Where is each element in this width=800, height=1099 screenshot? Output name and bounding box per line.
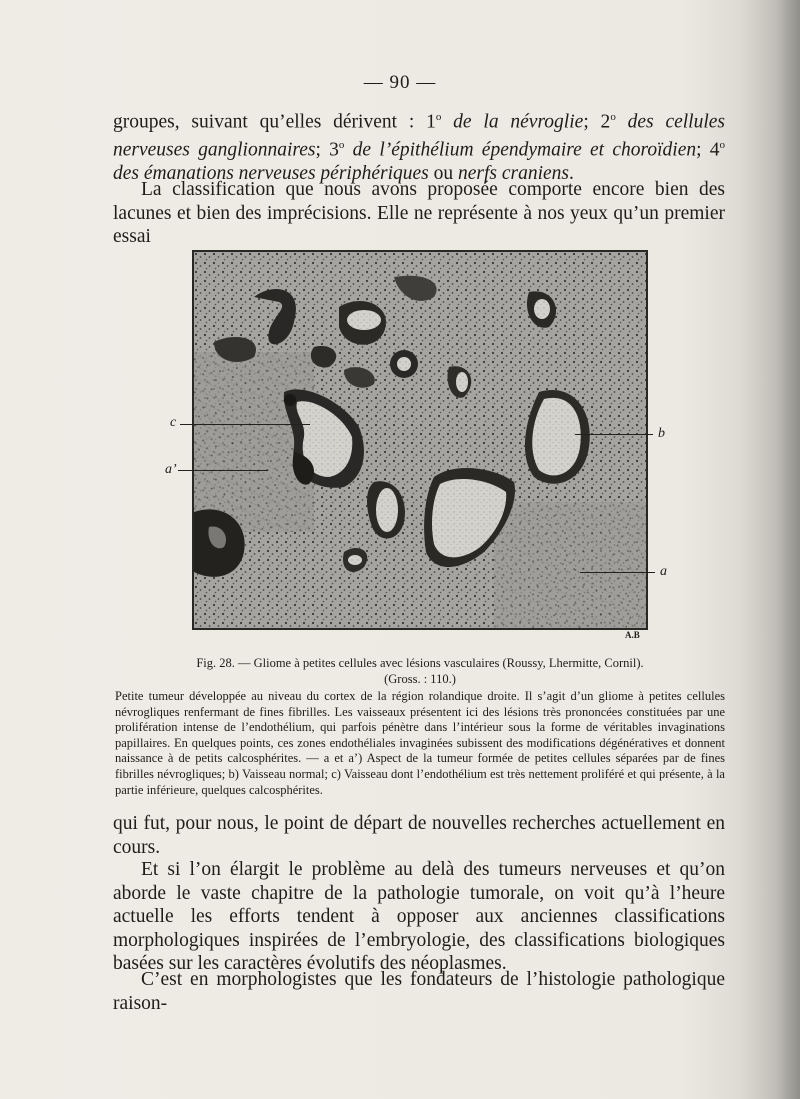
micrograph-illustration <box>194 252 646 628</box>
figure-label-c: c <box>170 415 177 430</box>
leader-line-a <box>580 572 655 573</box>
figure-label-a-prime: a’ <box>165 462 177 477</box>
leader-line-a-prime <box>178 470 268 471</box>
page-number: — 90 — <box>363 72 437 93</box>
paragraph-5: C’est en morphologistes que les fondateurs de l’histologie pathologique raison- <box>113 969 725 1014</box>
micrograph-figure <box>192 250 648 630</box>
paragraph-1: groupes, suivant qu’elles dérivent : 1$^o$ de la névroglie; 2$^o$ des cellules nerveuses ganglionnaires; 3$^o$ de l’épithélium épendymaire et choroïdien; 4$^o$ des émanations nerveuses périphériques ou nerfs craniens. <box>113 111 726 184</box>
page-edge-shadow <box>740 0 800 1099</box>
figure-caption-title: Fig. 28. — Gliome à petites cellules avec lésions vasculaires (Roussy, Lhermitte, Cornil). (Gross. : 110.) <box>196 656 644 686</box>
figure-caption-body: Petite tumeur développée au niveau du cortex de la région rolandique droite. Il s’agit d’un gliome à petites cellules névrogliques renfermant de fines fibrilles. Les vaisseaux présentent ici des lésions très prononcées constituées par une prolifération intense de l’endothélium, qui parfois pénètre dans l’intérieur sous la forme de véritables invaginations papillaires. En quelques points, ces zones endothéliales invaginées subissent des modifications dégénératives et donnent naissance à de petits calcosphérites. — a et a’) Aspect de la tumeur formée de petites cellules séparées par de fines fibrilles névrogliques; b) Vaisseau normal; c) Vaisseau dont l’endothélium est très nettement proliféré et qui présente, à la partie inférieure, quelques calcosphérites. <box>115 689 725 797</box>
leader-line-b <box>575 434 653 435</box>
paragraph-2: La classification que nous avons proposée comporte encore bien des lacunes et bien des imprécisions. Elle ne représente à nos yeux qu’un premier essai <box>113 179 725 247</box>
figure-signature: A.B <box>625 630 640 640</box>
figure-label-b: b <box>658 426 665 441</box>
paragraph-4: Et si l’on élargit le problème au delà des tumeurs nerveuses et qu’on aborde le vaste chapitre de la pathologie tumorale, on voit qu’à l’heure actuelle les efforts tendent à opposer aux anciennes classifications morphologiques inspirées de l’embryologie, des classifications biologiques basées sur les caractères évolutifs des néoplasmes. <box>113 859 725 974</box>
leader-line-c <box>180 424 310 425</box>
paragraph-3: qui fut, pour nous, le point de départ de nouvelles recherches actuellement en cours. <box>113 813 725 858</box>
figure-label-a: a <box>660 564 667 579</box>
